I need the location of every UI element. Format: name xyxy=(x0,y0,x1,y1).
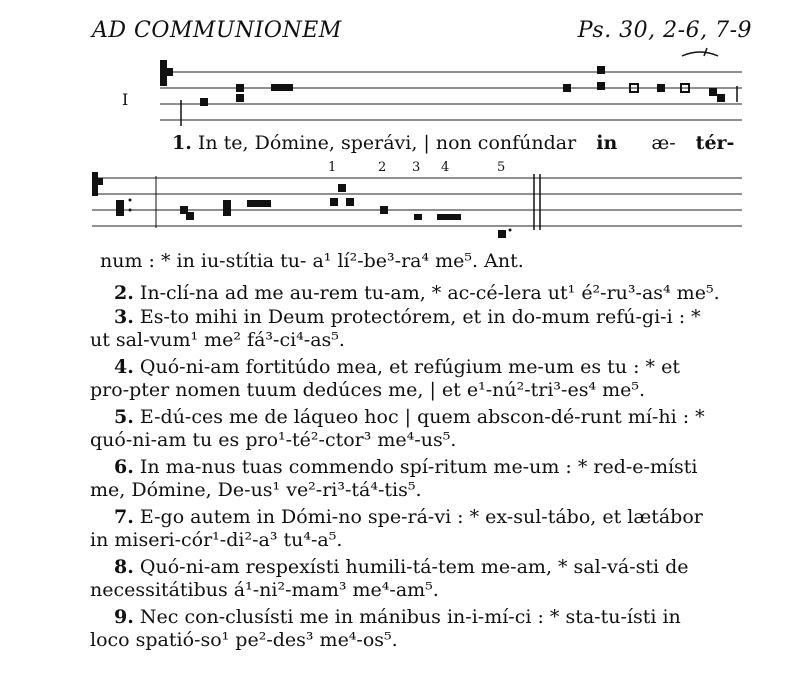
chant-staff-1 xyxy=(0,0,796,140)
cadence-number-1: 1 xyxy=(328,160,337,175)
verse-8: 8. Quó-ni-am respexísti humili-tá-tem me-am, * sal-vá-sti de xyxy=(114,556,689,578)
antiphon-lyrics: num : * in iu-stítia tu- a¹ lí²-be³-ra⁴ me⁵. Ant. xyxy=(100,250,524,272)
cadence-number-4: 4 xyxy=(441,160,450,175)
intonation-lyrics: 1. In te, Dómine, sperávi, | non confúndar in æ- tér- xyxy=(172,132,735,154)
verse-4-line-2: pro-pter nomen tuum dedúces me, | et e¹-nú²-tri³-es⁴ me⁵. xyxy=(90,379,646,401)
verse-9-line-2: loco spatió-so¹ pe²-des³ me⁴-os⁵. xyxy=(90,629,398,651)
cadence-number-3: 3 xyxy=(412,160,421,175)
psalm-reference: Ps. 30, 2-6, 7-9 xyxy=(577,18,752,43)
verse-6-line-2: me, Dómine, De-us¹ ve²-ri³-tá⁴-tis⁵. xyxy=(90,479,422,501)
cadence-number-5: 5 xyxy=(497,160,506,175)
chant-staff-2 xyxy=(0,170,796,250)
verse-7: 7. E-go autem in Dómi-no spe-rá-vi : * ex-sul-tábo, et lætábor xyxy=(114,506,703,528)
verse-4: 4. Quó-ni-am fortitúdo mea, et refúgium me-um es tu : * et xyxy=(114,356,680,378)
cadence-number-2: 2 xyxy=(378,160,387,175)
verse-2: 2. In-clí-na ad me au-rem tu-am, * ac-cé-lera ut¹ é²-ru³-as⁴ me⁵. xyxy=(114,282,720,304)
verse-6: 6. In ma-nus tuas commendo spí-ritum me-um : * red-e-místi xyxy=(114,456,698,478)
verse-9: 9. Nec con-clusísti me in mánibus in-i-mí-ci : * sta-tu-ísti in xyxy=(114,606,681,628)
verse-8-line-2: necessitátibus á¹-ni²-mam³ me⁴-am⁵. xyxy=(90,579,439,601)
verse-5-line-2: quó-ni-am tu es pro¹-té²-ctor³ me⁴-us⁵. xyxy=(90,429,457,451)
verse-7-line-2: in miseri-cór¹-di²-a³ tu⁴-a⁵. xyxy=(90,529,343,551)
page-title: AD COMMUNIONEM xyxy=(92,18,342,43)
verse-3-line-2: ut sal-vum¹ me² fá³-ci⁴-as⁵. xyxy=(90,329,345,351)
verse-3: 3. Es-to mihi in Deum protectórem, et in do-mum refú-gi-i : * xyxy=(114,306,701,328)
verse-5: 5. E-dú-ces me de láqueo hoc | quem abscon-dé-runt mí-hi : * xyxy=(114,406,705,428)
mode-numeral: I xyxy=(122,90,129,109)
